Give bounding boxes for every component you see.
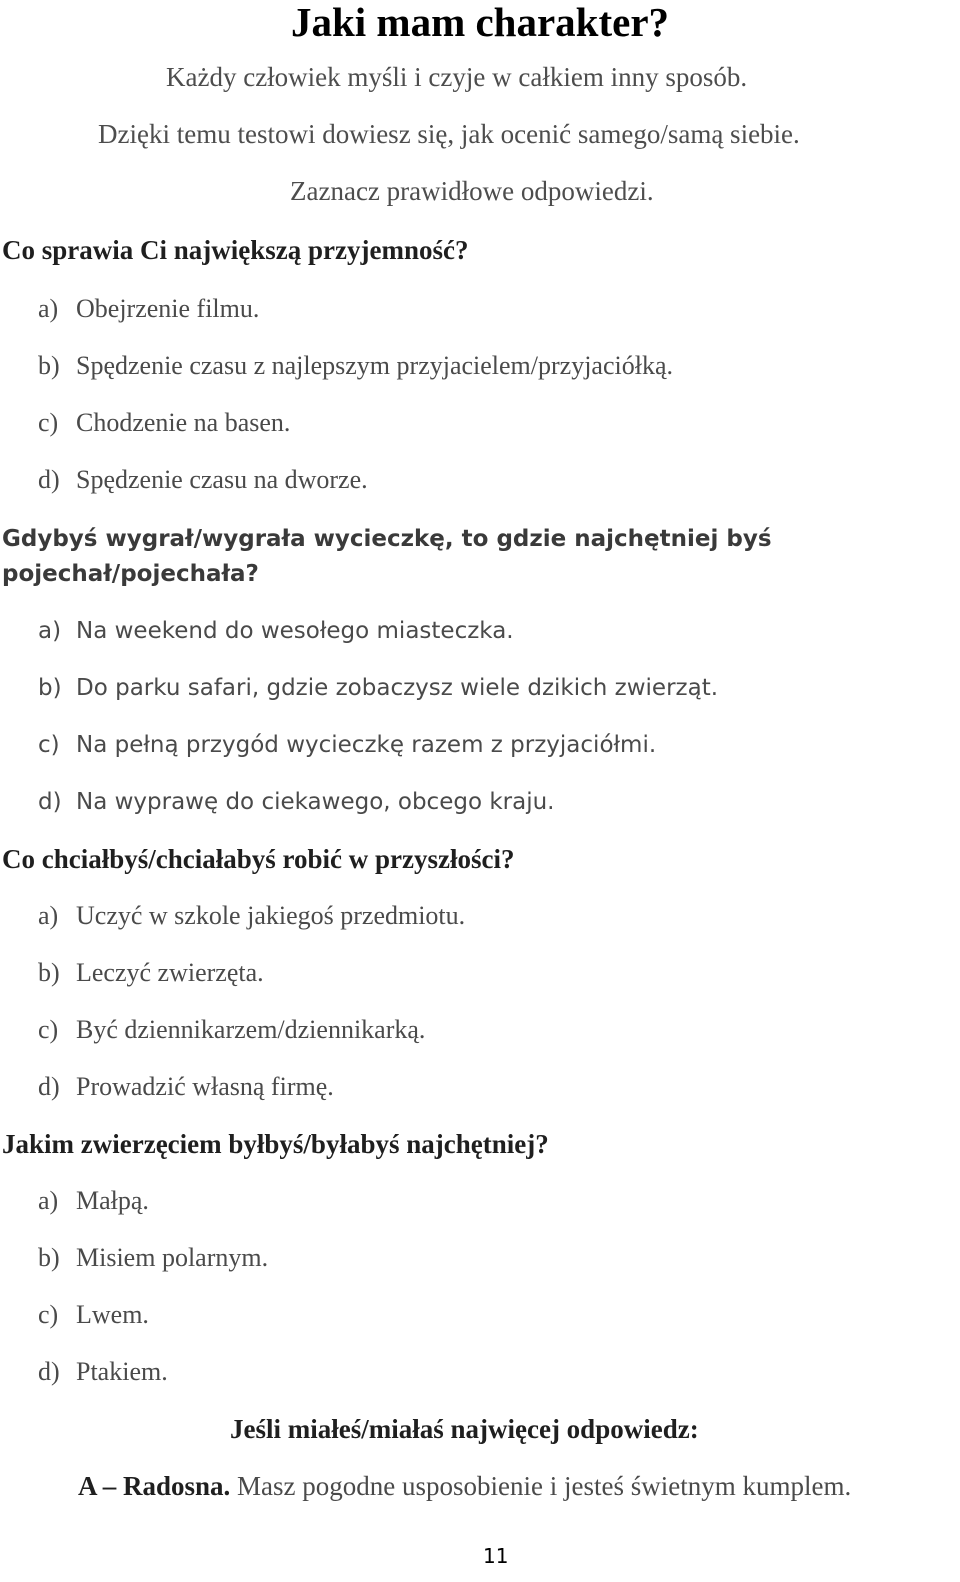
question-1: Co sprawia Ci największą przyjemność? (2, 235, 469, 265)
option-text: Leczyć zwierzęta. (76, 958, 264, 987)
question-2-option-c[interactable] (38, 729, 656, 761)
intro-line-2: Dzięki temu testowi dowiesz się, jak ocenić samego/samą siebie. (98, 119, 800, 149)
question-3-option-a[interactable] (38, 900, 465, 932)
option-letter: c) (38, 1300, 59, 1329)
option-text: Prowadzić własną firmę. (76, 1072, 334, 1101)
option-letter: b) (38, 351, 60, 380)
option-letter: b) (38, 958, 60, 987)
option-letter: a) (38, 618, 62, 644)
question-1-option-c[interactable] (38, 407, 290, 439)
question-2-option-a[interactable] (38, 615, 514, 647)
intro-line-3: Zaznacz prawidłowe odpowiedzi. (290, 176, 654, 206)
results-heading: Jeśli miałeś/miałaś najwięcej odpowiedz: (230, 1414, 699, 1444)
option-letter: b) (38, 1243, 60, 1272)
question-3: Co chciałbyś/chciałabyś robić w przyszłości? (2, 844, 515, 874)
option-letter: c) (38, 408, 59, 437)
page-number: 11 (483, 1544, 509, 1568)
option-letter: d) (38, 789, 62, 815)
question-1-option-a[interactable] (38, 293, 259, 325)
question-1-option-d[interactable] (38, 464, 368, 496)
question-1-option-b[interactable] (38, 350, 673, 382)
result-text: Masz pogodne usposobienie i jesteś świetnym kumplem. (230, 1471, 852, 1501)
option-letter: a) (38, 294, 59, 323)
question-3-option-d[interactable] (38, 1071, 334, 1103)
option-text: Spędzenie czasu z najlepszym przyjacielem/przyjaciółką. (76, 351, 673, 380)
question-2-option-b[interactable] (38, 672, 718, 704)
option-letter: c) (38, 732, 60, 758)
question-4: Jakim zwierzęciem byłbyś/byłabyś najchętniej? (2, 1129, 549, 1159)
page-title: Jaki mam charakter? (290, 0, 670, 45)
option-text: Spędzenie czasu na dworze. (76, 465, 368, 494)
option-text: Chodzenie na basen. (76, 408, 291, 437)
option-letter: b) (38, 675, 62, 701)
option-letter: a) (38, 1186, 59, 1215)
question-3-option-c[interactable] (38, 1014, 425, 1046)
option-text: Do parku safari, gdzie zobaczysz wiele dzikich zwierząt. (76, 675, 719, 701)
option-text: Na weekend do wesołego miasteczka. (76, 618, 514, 644)
option-text: Na pełną przygód wycieczkę razem z przyjaciółmi. (76, 732, 657, 758)
option-text: Uczyć w szkole jakiegoś przedmiotu. (76, 901, 466, 930)
question-2-option-d[interactable] (38, 786, 555, 818)
question-2-line-1: Gdybyś wygrał/wygrała wycieczkę, to gdzie najchętniej byś (2, 526, 772, 552)
option-letter: d) (38, 1072, 60, 1101)
question-3-option-b[interactable] (38, 957, 264, 989)
option-text: Być dziennikarzem/dziennikarką. (76, 1015, 426, 1044)
option-text: Obejrzenie filmu. (76, 294, 260, 323)
result-label: A – Radosna. (78, 1471, 231, 1501)
result-item-a (78, 1470, 851, 1502)
option-letter: c) (38, 1015, 59, 1044)
question-2-line-2: pojechał/pojechała? (2, 561, 259, 587)
option-letter: d) (38, 1357, 60, 1386)
question-4-option-d[interactable] (38, 1356, 168, 1388)
question-4-option-a[interactable] (38, 1185, 149, 1217)
option-text: Lwem. (76, 1300, 149, 1329)
question-4-option-b[interactable] (38, 1242, 268, 1274)
option-letter: d) (38, 465, 60, 494)
question-4-option-c[interactable] (38, 1299, 149, 1331)
option-text: Małpą. (76, 1186, 149, 1215)
intro-line-1: Każdy człowiek myśli i czyje w całkiem inny sposób. (166, 62, 748, 92)
option-letter: a) (38, 901, 59, 930)
option-text: Na wyprawę do ciekawego, obcego kraju. (76, 789, 555, 815)
option-text: Misiem polarnym. (76, 1243, 269, 1272)
option-text: Ptakiem. (76, 1357, 168, 1386)
